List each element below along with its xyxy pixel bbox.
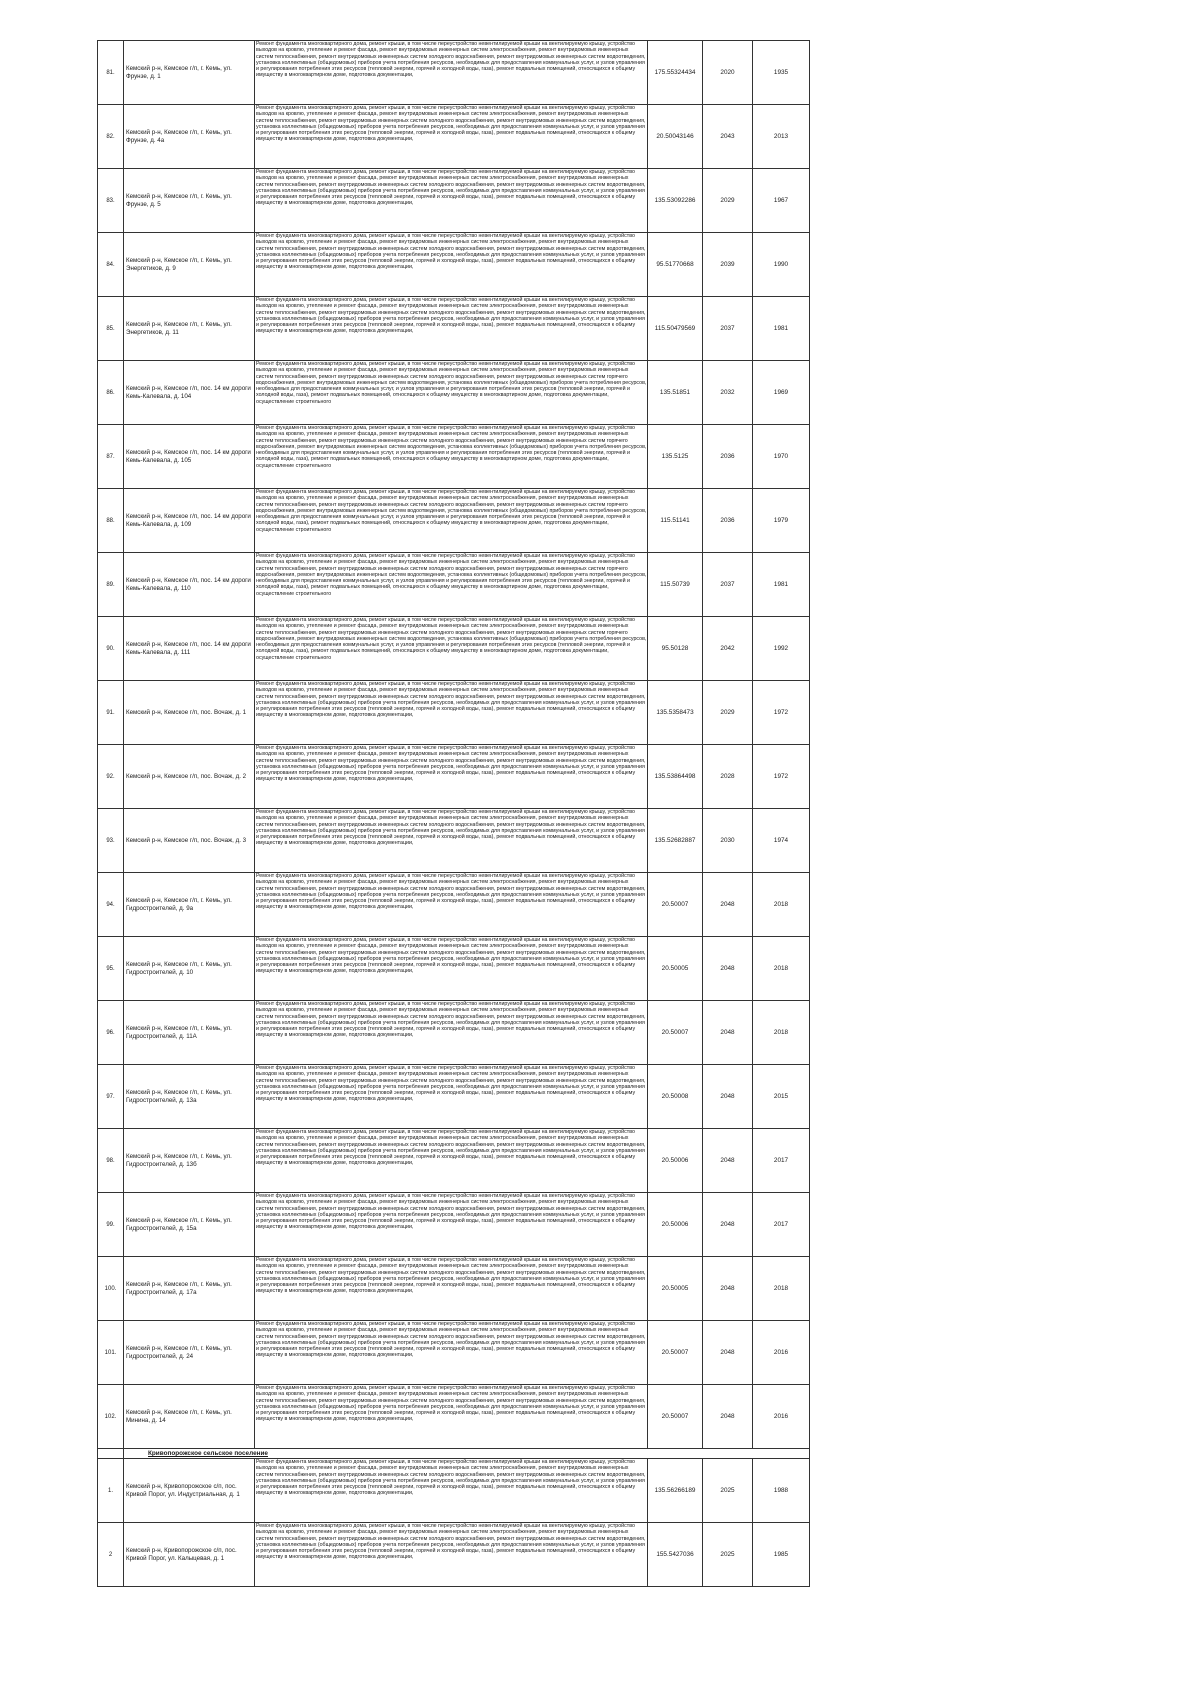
repair-works-text: Ремонт фундамента многоквартирного дома, ремонт крыши, в том числе переустройство невентилируемой крыши на вентилируемую крышу, устройство выходов на кровлю, утепление и ремонт фасада, ремонт внутридомовых инженерных систем электроснабжения, ремонт внутридомовых инженерных систем теплоснабжения, ремонт внутридомовых инженерных систем холодного водоснабжения, ремонт внутридомовых инженерных систем водоотведения, установка коллективных (общедомовых) приборов учета потребления ресурсов, необходимых для предоставления коммунальных услуг, и узлов управления и регулирования потребления этих ресурсов (тепловой энергии, горячей и холодной воды, газа), ремонт подвальных помещений, относящихся к общему имуществу в многоквартирном доме, подготовка документации, <box>256 297 646 335</box>
planned-year: 2043 <box>703 105 753 169</box>
planned-year: 2029 <box>703 169 753 233</box>
repair-cost: 135.5125 <box>648 425 703 489</box>
house-address: Кемский р-н, Кемское г/п, г. Кемь, ул. Гидростроителей, д. 9а <box>124 873 255 937</box>
repair-works-text: Ремонт фундамента многоквартирного дома, ремонт крыши, в том числе переустройство невентилируемой крыши на вентилируемую крышу, устройство выходов на кровлю, утепление и ремонт фасада, ремонт внутридомовых инженерных систем электроснабжения, ремонт внутридомовых инженерных систем теплоснабжения, ремонт внутридомовых инженерных систем холодного водоснабжения, ремонт внутридомовых инженерных систем водоотведения, установка коллективных (общедомовых) приборов учета потребления ресурсов, необходимых для предоставления коммунальных услуг, и узлов управления и регулирования потребления этих ресурсов (тепловой энергии, горячей и холодной воды, газа), ремонт подвальных помещений, относящихся к общему имуществу в многоквартирном доме, подготовка документации, <box>256 105 646 143</box>
repair-cost: 115.50479569 <box>648 297 703 361</box>
build-year: 2017 <box>753 1193 810 1257</box>
repair-cost: 95.50128 <box>648 617 703 681</box>
house-address: Кемский р-н, Кемское г/п, пос. 14 км дороги Кемь-Калевала, д. 105 <box>124 425 255 489</box>
row-number: 91. <box>98 681 124 745</box>
repair-cost: 20.50007 <box>648 1001 703 1065</box>
repair-works-text: Ремонт фундамента многоквартирного дома, ремонт крыши, в том числе переустройство невентилируемой крыши на вентилируемую крышу, устройство выходов на кровлю, утепление и ремонт фасада, ремонт внутридомовых инженерных систем электроснабжения, ремонт внутридомовых инженерных систем теплоснабжения, ремонт внутридомовых инженерных систем холодного водоснабжения, ремонт внутридомовых инженерных систем горячего водоснабжения, ремонт внутридомовых инженерных систем водоотведения, установка коллективных (общедомовых) приборов учета потребления ресурсов, необходимых для предоставления коммунальных услуг, и узлов управления и регулирования потребления этих ресурсов (тепловой энергии, горячей и холодной воды, газа), ремонт подвальных помещений, относящихся к общему имуществу в многоквартирном доме, подготовка документации, осуществление строительного <box>256 489 647 533</box>
house-address: Кемский р-н, Кемское г/п, г. Кемь, ул. Гидростроителей, д. 11А <box>124 1001 255 1065</box>
repair-works <box>255 809 648 873</box>
planned-year: 2037 <box>703 553 753 617</box>
repair-cost: 20.50007 <box>648 873 703 937</box>
table-row <box>98 873 810 937</box>
table-row <box>98 681 810 745</box>
house-address: Кемский р-н, Кемское г/п, пос. 14 км дороги Кемь-Калевала, д. 109 <box>124 489 255 553</box>
repair-cost: 20.50007 <box>648 1385 703 1449</box>
table-row <box>98 1523 810 1587</box>
table-row <box>98 1065 810 1129</box>
house-address: Кемский р-н, Кемское г/п, пос. 14 км дороги Кемь-Калевала, д. 104 <box>124 361 255 425</box>
repair-works-text: Ремонт фундамента многоквартирного дома, ремонт крыши, в том числе переустройство невентилируемой крыши на вентилируемую крышу, устройство выходов на кровлю, утепление и ремонт фасада, ремонт внутридомовых инженерных систем электроснабжения, ремонт внутридомовых инженерных систем теплоснабжения, ремонт внутридомовых инженерных систем холодного водоснабжения, ремонт внутридомовых инженерных систем водоотведения, установка коллективных (общедомовых) приборов учета потребления ресурсов, необходимых для предоставления коммунальных услуг, и узлов управления и регулирования потребления этих ресурсов (тепловой энергии, горячей и холодной воды, газа), ремонт подвальных помещений, относящихся к общему имуществу в многоквартирном доме, подготовка документации, <box>256 1257 646 1295</box>
repair-cost: 135.52682887 <box>648 809 703 873</box>
repair-cost: 20.50006 <box>648 1193 703 1257</box>
repair-works-text: Ремонт фундамента многоквартирного дома, ремонт крыши, в том числе переустройство невентилируемой крыши на вентилируемую крышу, устройство выходов на кровлю, утепление и ремонт фасада, ремонт внутридомовых инженерных систем электроснабжения, ремонт внутридомовых инженерных систем теплоснабжения, ремонт внутридомовых инженерных систем холодного водоснабжения, ремонт внутридомовых инженерных систем водоотведения, установка коллективных (общедомовых) приборов учета потребления ресурсов, необходимых для предоставления коммунальных услуг, и узлов управления и регулирования потребления этих ресурсов (тепловой энергии, горячей и холодной воды, газа), ремонт подвальных помещений, относящихся к общему имуществу в многоквартирном доме, подготовка документации, <box>256 937 646 975</box>
build-year: 1970 <box>753 425 810 489</box>
row-number: 97. <box>98 1065 124 1129</box>
repair-works <box>255 41 648 105</box>
repair-cost: 115.51141 <box>648 489 703 553</box>
table-row <box>98 1001 810 1065</box>
row-number: 88. <box>98 489 124 553</box>
repair-cost: 135.51851 <box>648 361 703 425</box>
build-year: 1935 <box>753 41 810 105</box>
repair-works-text: Ремонт фундамента многоквартирного дома, ремонт крыши, в том числе переустройство невентилируемой крыши на вентилируемую крышу, устройство выходов на кровлю, утепление и ремонт фасада, ремонт внутридомовых инженерных систем электроснабжения, ремонт внутридомовых инженерных систем теплоснабжения, ремонт внутридомовых инженерных систем холодного водоснабжения, ремонт внутридомовых инженерных систем горячего водоснабжения, ремонт внутридомовых инженерных систем водоотведения, установка коллективных (общедомовых) приборов учета потребления ресурсов, необходимых для предоставления коммунальных услуг, и узлов управления и регулирования потребления этих ресурсов (тепловой энергии, горячей и холодной воды, газа), ремонт подвальных помещений, относящихся к общему имуществу в многоквартирном доме, подготовка документации, осуществление строительного <box>256 617 647 661</box>
repair-works <box>255 297 648 361</box>
build-year: 1969 <box>753 361 810 425</box>
table-row <box>98 1385 810 1449</box>
planned-year: 2048 <box>703 937 753 1001</box>
build-year: 1972 <box>753 681 810 745</box>
build-year: 2016 <box>753 1385 810 1449</box>
repair-works-text: Ремонт фундамента многоквартирного дома, ремонт крыши, в том числе переустройство невентилируемой крыши на вентилируемую крышу, устройство выходов на кровлю, утепление и ремонт фасада, ремонт внутридомовых инженерных систем электроснабжения, ремонт внутридомовых инженерных систем теплоснабжения, ремонт внутридомовых инженерных систем холодного водоснабжения, ремонт внутридомовых инженерных систем водоотведения, установка коллективных (общедомовых) приборов учета потребления ресурсов, необходимых для предоставления коммунальных услуг, и узлов управления и регулирования потребления этих ресурсов (тепловой энергии, горячей и холодной воды, газа), ремонт подвальных помещений, относящихся к общему имуществу в многоквартирном доме, подготовка документации, <box>256 41 646 79</box>
repair-works <box>255 937 648 1001</box>
repair-works-text: Ремонт фундамента многоквартирного дома, ремонт крыши, в том числе переустройство невентилируемой крыши на вентилируемую крышу, устройство выходов на кровлю, утепление и ремонт фасада, ремонт внутридомовых инженерных систем электроснабжения, ремонт внутридомовых инженерных систем теплоснабжения, ремонт внутридомовых инженерных систем холодного водоснабжения, ремонт внутридомовых инженерных систем водоотведения, установка коллективных (общедомовых) приборов учета потребления ресурсов, необходимых для предоставления коммунальных услуг, и узлов управления и регулирования потребления этих ресурсов (тепловой энергии, горячей и холодной воды, газа), ремонт подвальных помещений, относящихся к общему имуществу в многоквартирном доме, подготовка документации, <box>256 745 646 783</box>
build-year: 1981 <box>753 553 810 617</box>
planned-year: 2048 <box>703 1065 753 1129</box>
repair-works <box>255 745 648 809</box>
house-address: Кемский р-н, Кемское г/п, пос. 14 км дороги Кемь-Калевала, д. 110 <box>124 553 255 617</box>
row-number: 95. <box>98 937 124 1001</box>
house-address: Кемский р-н, Кемское г/п, пос. Вочаж, д. 3 <box>124 809 255 873</box>
repair-works-text: Ремонт фундамента многоквартирного дома, ремонт крыши, в том числе переустройство невентилируемой крыши на вентилируемую крышу, устройство выходов на кровлю, утепление и ремонт фасада, ремонт внутридомовых инженерных систем электроснабжения, ремонт внутридомовых инженерных систем теплоснабжения, ремонт внутридомовых инженерных систем холодного водоснабжения, ремонт внутридомовых инженерных систем горячего водоснабжения, ремонт внутридомовых инженерных систем водоотведения, установка коллективных (общедомовых) приборов учета потребления ресурсов, необходимых для предоставления коммунальных услуг, и узлов управления и регулирования потребления этих ресурсов (тепловой энергии, горячей и холодной воды, газа), ремонт подвальных помещений, относящихся к общему имуществу в многоквартирном доме, подготовка документации, осуществление строительного <box>256 425 647 469</box>
repair-works-text: Ремонт фундамента многоквартирного дома, ремонт крыши, в том числе переустройство невентилируемой крыши на вентилируемую крышу, устройство выходов на кровлю, утепление и ремонт фасада, ремонт внутридомовых инженерных систем электроснабжения, ремонт внутридомовых инженерных систем теплоснабжения, ремонт внутридомовых инженерных систем холодного водоснабжения, ремонт внутридомовых инженерных систем водоотведения, установка коллективных (общедомовых) приборов учета потребления ресурсов, необходимых для предоставления коммунальных услуг, и узлов управления и регулирования потребления этих ресурсов (тепловой энергии, горячей и холодной воды, газа), ремонт подвальных помещений, относящихся к общему имуществу в многоквартирном доме, подготовка документации, <box>256 1321 646 1359</box>
row-number: 89. <box>98 553 124 617</box>
repair-cost: 20.50008 <box>648 1065 703 1129</box>
build-year: 2016 <box>753 1321 810 1385</box>
row-number: 81. <box>98 41 124 105</box>
planned-year: 2029 <box>703 681 753 745</box>
build-year: 1990 <box>753 233 810 297</box>
repair-cost: 20.50005 <box>648 937 703 1001</box>
repair-works <box>255 873 648 937</box>
repair-works <box>255 1257 648 1321</box>
repair-works <box>255 105 648 169</box>
repair-cost: 135.53092286 <box>648 169 703 233</box>
build-year: 1967 <box>753 169 810 233</box>
repair-cost: 20.50006 <box>648 1129 703 1193</box>
repair-works-text: Ремонт фундамента многоквартирного дома, ремонт крыши, в том числе переустройство невентилируемой крыши на вентилируемую крышу, устройство выходов на кровлю, утепление и ремонт фасада, ремонт внутридомовых инженерных систем электроснабжения, ремонт внутридомовых инженерных систем теплоснабжения, ремонт внутридомовых инженерных систем холодного водоснабжения, ремонт внутридомовых инженерных систем водоотведения, установка коллективных (общедомовых) приборов учета потребления ресурсов, необходимых для предоставления коммунальных услуг, и узлов управления и регулирования потребления этих ресурсов (тепловой энергии, горячей и холодной воды, газа), ремонт подвальных помещений, относящихся к общему имуществу в многоквартирном доме, подготовка документации, <box>256 1129 646 1167</box>
planned-year: 2028 <box>703 745 753 809</box>
planned-year: 2042 <box>703 617 753 681</box>
planned-year: 2039 <box>703 233 753 297</box>
build-year: 2018 <box>753 937 810 1001</box>
repair-cost: 95.51770668 <box>648 233 703 297</box>
planned-year: 2048 <box>703 1321 753 1385</box>
repair-cost: 175.55324434 <box>648 41 703 105</box>
repair-works <box>255 1321 648 1385</box>
table-row <box>98 361 810 425</box>
section-title: Кривопорожское сельское поселение <box>124 1449 810 1459</box>
table-row <box>98 745 810 809</box>
table-row <box>98 617 810 681</box>
repair-works-text: Ремонт фундамента многоквартирного дома, ремонт крыши, в том числе переустройство невентилируемой крыши на вентилируемую крышу, устройство выходов на кровлю, утепление и ремонт фасада, ремонт внутридомовых инженерных систем электроснабжения, ремонт внутридомовых инженерных систем теплоснабжения, ремонт внутридомовых инженерных систем холодного водоснабжения, ремонт внутридомовых инженерных систем водоотведения, установка коллективных (общедомовых) приборов учета потребления ресурсов, необходимых для предоставления коммунальных услуг, и узлов управления и регулирования потребления этих ресурсов (тепловой энергии, горячей и холодной воды, газа), ремонт подвальных помещений, относящихся к общему имуществу в многоквартирном доме, подготовка документации, <box>256 873 646 911</box>
section-header-body <box>98 1449 810 1459</box>
repair-works-text: Ремонт фундамента многоквартирного дома, ремонт крыши, в том числе переустройство невентилируемой крыши на вентилируемую крышу, устройство выходов на кровлю, утепление и ремонт фасада, ремонт внутридомовых инженерных систем электроснабжения, ремонт внутридомовых инженерных систем теплоснабжения, ремонт внутридомовых инженерных систем холодного водоснабжения, ремонт внутридомовых инженерных систем водоотведения, установка коллективных (общедомовых) приборов учета потребления ресурсов, необходимых для предоставления коммунальных услуг, и узлов управления и регулирования потребления этих ресурсов (тепловой энергии, горячей и холодной воды, газа), ремонт подвальных помещений, относящихся к общему имуществу в многоквартирном доме, подготовка документации, <box>256 1193 646 1231</box>
house-address: Кемский р-н, Кемское г/п, г. Кемь, ул. Гидростроителей, д. 10 <box>124 937 255 1001</box>
house-address: Кемский р-н, Кемское г/п, г. Кемь, ул. Фрунзе, д. 1 <box>124 41 255 105</box>
row-number: 2 <box>98 1523 124 1587</box>
planned-year: 2048 <box>703 1001 753 1065</box>
table-row <box>98 489 810 553</box>
row-number: 99. <box>98 1193 124 1257</box>
repair-works <box>255 1459 648 1523</box>
build-year: 1985 <box>753 1523 810 1587</box>
table-row <box>98 553 810 617</box>
section-header-row <box>98 1449 810 1459</box>
repair-works <box>255 233 648 297</box>
planned-year: 2048 <box>703 1193 753 1257</box>
house-address: Кемский р-н, Кемское г/п, г. Кемь, ул. Энергетиков, д. 11 <box>124 297 255 361</box>
table-row <box>98 425 810 489</box>
row-number: 102. <box>98 1385 124 1449</box>
table-row <box>98 1193 810 1257</box>
repair-cost: 20.50005 <box>648 1257 703 1321</box>
house-address: Кемский р-н, Кемское г/п, г. Кемь, ул. Гидростроителей, д. 13а <box>124 1065 255 1129</box>
house-address: Кемский р-н, Кемское г/п, пос. Вочаж, д. 2 <box>124 745 255 809</box>
repair-works-text: Ремонт фундамента многоквартирного дома, ремонт крыши, в том числе переустройство невентилируемой крыши на вентилируемую крышу, устройство выходов на кровлю, утепление и ремонт фасада, ремонт внутридомовых инженерных систем электроснабжения, ремонт внутридомовых инженерных систем теплоснабжения, ремонт внутридомовых инженерных систем холодного водоснабжения, ремонт внутридомовых инженерных систем водоотведения, установка коллективных (общедомовых) приборов учета потребления ресурсов, необходимых для предоставления коммунальных услуг, и узлов управления и регулирования потребления этих ресурсов (тепловой энергии, горячей и холодной воды, газа), ремонт подвальных помещений, относящихся к общему имуществу в многоквартирном доме, подготовка документации, <box>256 1459 646 1497</box>
build-year: 1979 <box>753 489 810 553</box>
house-address: Кемский р-н, Кривопорожское с/п, пос. Кривой Порог, ул. Индустриальная, д. 1 <box>124 1459 255 1523</box>
repair-works-text: Ремонт фундамента многоквартирного дома, ремонт крыши, в том числе переустройство невентилируемой крыши на вентилируемую крышу, устройство выходов на кровлю, утепление и ремонт фасада, ремонт внутридомовых инженерных систем электроснабжения, ремонт внутридомовых инженерных систем теплоснабжения, ремонт внутридомовых инженерных систем холодного водоснабжения, ремонт внутридомовых инженерных систем горячего водоснабжения, ремонт внутридомовых инженерных систем водоотведения, установка коллективных (общедомовых) приборов учета потребления ресурсов, необходимых для предоставления коммунальных услуг, и узлов управления и регулирования потребления этих ресурсов (тепловой энергии, горячей и холодной воды, газа), ремонт подвальных помещений, относящихся к общему имуществу в многоквартирном доме, подготовка документации, осуществление строительного <box>256 553 647 597</box>
repair-works <box>255 1001 648 1065</box>
repair-works <box>255 425 648 489</box>
repair-works <box>255 617 648 681</box>
table-row <box>98 41 810 105</box>
build-year: 1972 <box>753 745 810 809</box>
repair-works-text: Ремонт фундамента многоквартирного дома, ремонт крыши, в том числе переустройство невентилируемой крыши на вентилируемую крышу, устройство выходов на кровлю, утепление и ремонт фасада, ремонт внутридомовых инженерных систем электроснабжения, ремонт внутридомовых инженерных систем теплоснабжения, ремонт внутридомовых инженерных систем холодного водоснабжения, ремонт внутридомовых инженерных систем водоотведения, установка коллективных (общедомовых) приборов учета потребления ресурсов, необходимых для предоставления коммунальных услуг, и узлов управления и регулирования потребления этих ресурсов (тепловой энергии, горячей и холодной воды, газа), ремонт подвальных помещений, относящихся к общему имуществу в многоквартирном доме, подготовка документации, <box>256 169 646 207</box>
build-year: 2018 <box>753 1001 810 1065</box>
build-year: 2013 <box>753 105 810 169</box>
table-body <box>98 41 810 1449</box>
planned-year: 2032 <box>703 361 753 425</box>
house-address: Кемский р-н, Кемское г/п, г. Кемь, ул. Минина, д. 14 <box>124 1385 255 1449</box>
repair-works <box>255 553 648 617</box>
house-address: Кемский р-н, Кемское г/п, пос. Вочаж, д. 1 <box>124 681 255 745</box>
house-address: Кемский р-н, Кемское г/п, г. Кемь, ул. Гидростроителей, д. 17а <box>124 1257 255 1321</box>
row-number: 101. <box>98 1321 124 1385</box>
planned-year: 2048 <box>703 1385 753 1449</box>
build-year: 2018 <box>753 1257 810 1321</box>
row-number: 84. <box>98 233 124 297</box>
house-address: Кемский р-н, Кемское г/п, г. Кемь, ул. Гидростроителей, д. 13б <box>124 1129 255 1193</box>
repair-works <box>255 1385 648 1449</box>
section-num-cell <box>98 1449 124 1459</box>
row-number: 85. <box>98 297 124 361</box>
house-address: Кемский р-н, Кемское г/п, пос. 14 км дороги Кемь-Калевала, д. 111 <box>124 617 255 681</box>
repair-works <box>255 1129 648 1193</box>
house-address: Кемский р-н, Кемское г/п, г. Кемь, ул. Фрунзе, д. 5 <box>124 169 255 233</box>
planned-year: 2030 <box>703 809 753 873</box>
build-year: 2018 <box>753 873 810 937</box>
table-row <box>98 169 810 233</box>
repair-works-text: Ремонт фундамента многоквартирного дома, ремонт крыши, в том числе переустройство невентилируемой крыши на вентилируемую крышу, устройство выходов на кровлю, утепление и ремонт фасада, ремонт внутридомовых инженерных систем электроснабжения, ремонт внутридомовых инженерных систем теплоснабжения, ремонт внутридомовых инженерных систем холодного водоснабжения, ремонт внутридомовых инженерных систем водоотведения, установка коллективных (общедомовых) приборов учета потребления ресурсов, необходимых для предоставления коммунальных услуг, и узлов управления и регулирования потребления этих ресурсов (тепловой энергии, горячей и холодной воды, газа), ремонт подвальных помещений, относящихся к общему имуществу в многоквартирном доме, подготовка документации, <box>256 1385 646 1423</box>
planned-year: 2037 <box>703 297 753 361</box>
repair-works-text: Ремонт фундамента многоквартирного дома, ремонт крыши, в том числе переустройство невентилируемой крыши на вентилируемую крышу, устройство выходов на кровлю, утепление и ремонт фасада, ремонт внутридомовых инженерных систем электроснабжения, ремонт внутридомовых инженерных систем теплоснабжения, ремонт внутридомовых инженерных систем холодного водоснабжения, ремонт внутридомовых инженерных систем водоотведения, установка коллективных (общедомовых) приборов учета потребления ресурсов, необходимых для предоставления коммунальных услуг, и узлов управления и регулирования потребления этих ресурсов (тепловой энергии, горячей и холодной воды, газа), ремонт подвальных помещений, относящихся к общему имуществу в многоквартирном доме, подготовка документации, <box>256 1065 646 1103</box>
table-row <box>98 809 810 873</box>
row-number: 94. <box>98 873 124 937</box>
repair-cost: 135.56266189 <box>648 1459 703 1523</box>
table-row <box>98 297 810 361</box>
repair-works-text: Ремонт фундамента многоквартирного дома, ремонт крыши, в том числе переустройство невентилируемой крыши на вентилируемую крышу, устройство выходов на кровлю, утепление и ремонт фасада, ремонт внутридомовых инженерных систем электроснабжения, ремонт внутридомовых инженерных систем теплоснабжения, ремонт внутридомовых инженерных систем холодного водоснабжения, ремонт внутридомовых инженерных систем водоотведения, установка коллективных (общедомовых) приборов учета потребления ресурсов, необходимых для предоставления коммунальных услуг, и узлов управления и регулирования потребления этих ресурсов (тепловой энергии, горячей и холодной воды, газа), ремонт подвальных помещений, относящихся к общему имуществу в многоквартирном доме, подготовка документации, <box>256 233 646 271</box>
house-address: Кемский р-н, Кривопорожское с/п, пос. Кривой Порог, ул. Калыцевая, д. 1 <box>124 1523 255 1587</box>
planned-year: 2048 <box>703 873 753 937</box>
table-row <box>98 1459 810 1523</box>
repair-works-text: Ремонт фундамента многоквартирного дома, ремонт крыши, в том числе переустройство невентилируемой крыши на вентилируемую крышу, устройство выходов на кровлю, утепление и ремонт фасада, ремонт внутридомовых инженерных систем электроснабжения, ремонт внутридомовых инженерных систем теплоснабжения, ремонт внутридомовых инженерных систем холодного водоснабжения, ремонт внутридомовых инженерных систем водоотведения, установка коллективных (общедомовых) приборов учета потребления ресурсов, необходимых для предоставления коммунальных услуг, и узлов управления и регулирования потребления этих ресурсов (тепловой энергии, горячей и холодной воды, газа), ремонт подвальных помещений, относящихся к общему имуществу в многоквартирном доме, подготовка документации, <box>256 681 646 719</box>
row-number: 1. <box>98 1459 124 1523</box>
repair-cost: 20.50007 <box>648 1321 703 1385</box>
table-row <box>98 1321 810 1385</box>
repair-works-text: Ремонт фундамента многоквартирного дома, ремонт крыши, в том числе переустройство невентилируемой крыши на вентилируемую крышу, устройство выходов на кровлю, утепление и ремонт фасада, ремонт внутридомовых инженерных систем электроснабжения, ремонт внутридомовых инженерных систем теплоснабжения, ремонт внутридомовых инженерных систем холодного водоснабжения, ремонт внутридомовых инженерных систем водоотведения, установка коллективных (общедомовых) приборов учета потребления ресурсов, необходимых для предоставления коммунальных услуг, и узлов управления и регулирования потребления этих ресурсов (тепловой энергии, горячей и холодной воды, газа), ремонт подвальных помещений, относящихся к общему имуществу в многоквартирном доме, подготовка документации, <box>256 1523 646 1561</box>
house-address: Кемский р-н, Кемское г/п, г. Кемь, ул. Гидростроителей, д. 24 <box>124 1321 255 1385</box>
repair-works <box>255 361 648 425</box>
program-table-sheet <box>97 40 809 1587</box>
repair-works <box>255 169 648 233</box>
row-number: 98. <box>98 1129 124 1193</box>
build-year: 2015 <box>753 1065 810 1129</box>
house-address: Кемский р-н, Кемское г/п, г. Кемь, ул. Фрунзе, д. 4а <box>124 105 255 169</box>
row-number: 83. <box>98 169 124 233</box>
row-number: 96. <box>98 1001 124 1065</box>
row-number: 90. <box>98 617 124 681</box>
repair-cost: 115.50739 <box>648 553 703 617</box>
row-number: 82. <box>98 105 124 169</box>
planned-year: 2020 <box>703 41 753 105</box>
row-number: 86. <box>98 361 124 425</box>
repair-cost: 20.50043146 <box>648 105 703 169</box>
repair-cost: 135.53864498 <box>648 745 703 809</box>
repair-works <box>255 1065 648 1129</box>
build-year: 2017 <box>753 1129 810 1193</box>
repair-works <box>255 1523 648 1587</box>
planned-year: 2048 <box>703 1257 753 1321</box>
repair-works <box>255 489 648 553</box>
build-year: 1988 <box>753 1459 810 1523</box>
repair-works-text: Ремонт фундамента многоквартирного дома, ремонт крыши, в том числе переустройство невентилируемой крыши на вентилируемую крышу, устройство выходов на кровлю, утепление и ремонт фасада, ремонт внутридомовых инженерных систем электроснабжения, ремонт внутридомовых инженерных систем теплоснабжения, ремонт внутридомовых инженерных систем холодного водоснабжения, ремонт внутридомовых инженерных систем водоотведения, установка коллективных (общедомовых) приборов учета потребления ресурсов, необходимых для предоставления коммунальных услуг, и узлов управления и регулирования потребления этих ресурсов (тепловой энергии, горячей и холодной воды, газа), ремонт подвальных помещений, относящихся к общему имуществу в многоквартирном доме, подготовка документации, <box>256 1001 646 1039</box>
house-address: Кемский р-н, Кемское г/п, г. Кемь, ул. Гидростроителей, д. 15а <box>124 1193 255 1257</box>
planned-year: 2036 <box>703 489 753 553</box>
repair-cost: 135.5358473 <box>648 681 703 745</box>
planned-year: 2025 <box>703 1523 753 1587</box>
repair-cost: 155.5427036 <box>648 1523 703 1587</box>
house-address: Кемский р-н, Кемское г/п, г. Кемь, ул. Энергетиков, д. 9 <box>124 233 255 297</box>
table-row <box>98 1129 810 1193</box>
row-number: 93. <box>98 809 124 873</box>
row-number: 100. <box>98 1257 124 1321</box>
planned-year: 2048 <box>703 1129 753 1193</box>
table-row <box>98 105 810 169</box>
build-year: 1974 <box>753 809 810 873</box>
section-table-body <box>98 1459 810 1587</box>
row-number: 87. <box>98 425 124 489</box>
table-row <box>98 937 810 1001</box>
repair-works-text: Ремонт фундамента многоквартирного дома, ремонт крыши, в том числе переустройство невентилируемой крыши на вентилируемую крышу, устройство выходов на кровлю, утепление и ремонт фасада, ремонт внутридомовых инженерных систем электроснабжения, ремонт внутридомовых инженерных систем теплоснабжения, ремонт внутридомовых инженерных систем холодного водоснабжения, ремонт внутридомовых инженерных систем горячего водоснабжения, ремонт внутридомовых инженерных систем водоотведения, установка коллективных (общедомовых) приборов учета потребления ресурсов, необходимых для предоставления коммунальных услуг, и узлов управления и регулирования потребления этих ресурсов (тепловой энергии, горячей и холодной воды, газа), ремонт подвальных помещений, относящихся к общему имуществу в многоквартирном доме, подготовка документации, осуществление строительного <box>256 361 647 405</box>
planned-year: 2025 <box>703 1459 753 1523</box>
planned-year: 2036 <box>703 425 753 489</box>
repair-works <box>255 681 648 745</box>
repair-program-table <box>97 40 810 1587</box>
repair-works-text: Ремонт фундамента многоквартирного дома, ремонт крыши, в том числе переустройство невентилируемой крыши на вентилируемую крышу, устройство выходов на кровлю, утепление и ремонт фасада, ремонт внутридомовых инженерных систем электроснабжения, ремонт внутридомовых инженерных систем теплоснабжения, ремонт внутридомовых инженерных систем холодного водоснабжения, ремонт внутридомовых инженерных систем водоотведения, установка коллективных (общедомовых) приборов учета потребления ресурсов, необходимых для предоставления коммунальных услуг, и узлов управления и регулирования потребления этих ресурсов (тепловой энергии, горячей и холодной воды, газа), ремонт подвальных помещений, относящихся к общему имуществу в многоквартирном доме, подготовка документации, <box>256 809 646 847</box>
row-number: 92. <box>98 745 124 809</box>
repair-works <box>255 1193 648 1257</box>
build-year: 1992 <box>753 617 810 681</box>
table-row <box>98 1257 810 1321</box>
build-year: 1981 <box>753 297 810 361</box>
table-row <box>98 233 810 297</box>
